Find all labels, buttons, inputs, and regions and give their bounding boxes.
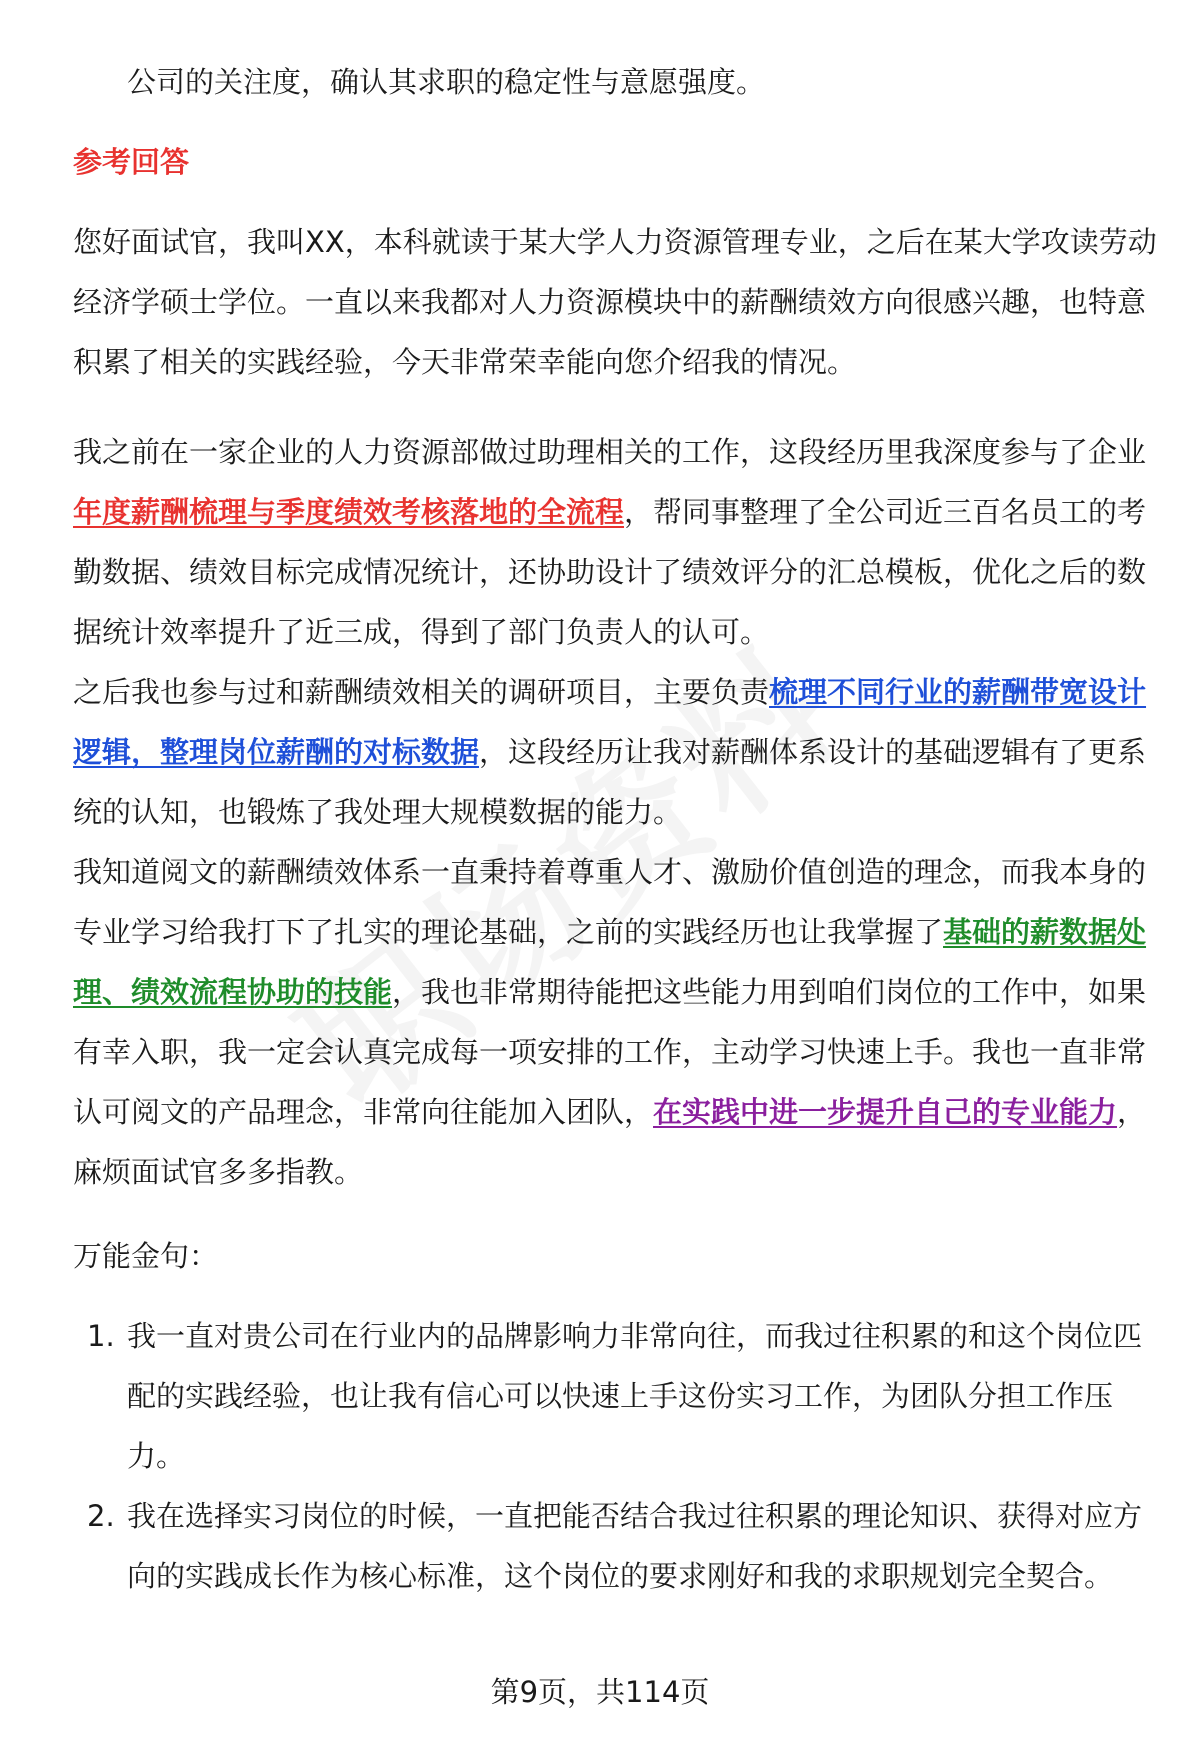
paragraph-intro: 您好面试官，我叫XX，本科就读于某大学人力资源管理专业，之后在某大学攻读劳动经济学硕士学位。一直以来我都对人力资源模块中的薪酬绩效方向很感兴趣，也特意积累了相关的实践经验，今天非常荣幸能向您介绍我的情况。 (73, 225, 1157, 379)
page-content (73, 52, 1158, 1606)
paragraph-research (73, 662, 1158, 842)
paragraph-internship (73, 422, 1158, 662)
highlight-red: 年度薪酬梳理与季度绩效考核落地的全流程 (73, 495, 625, 529)
list-item (87, 1486, 1158, 1606)
answer-title: 参考回答 (73, 145, 190, 179)
list-item-text: 我一直对贵公司在行业内的品牌影响力非常向往，而我过往积累的和这个岗位匹配的实践经验，也让我有信心可以快速上手这份实习工作，为团队分担工作压力。 (127, 1319, 1143, 1473)
list-item-number: 2. (87, 1499, 115, 1533)
intro-tail-text: 公司的关注度，确认其求职的稳定性与意愿强度。 (127, 65, 766, 99)
paragraph-motivation-middle: ，我也非常期待能把这些能力用到咱们岗位的工作中，如果有幸入职，我一定会认真完成每一项安排的工作，主动学习快速上手。我也一直非常认可阅文的产品理念，非常向往能加入团队， (73, 975, 1147, 1129)
paragraph-gap (73, 392, 1158, 422)
highlight-purple: 在实践中进一步提升自己的专业能力 (653, 1095, 1118, 1129)
golden-sentences-list (73, 1306, 1158, 1606)
paragraph-motivation-after: ，麻烦面试官多多指教。 (73, 1095, 1147, 1189)
paragraph-motivation (73, 842, 1158, 1202)
list-item-number: 1. (87, 1319, 115, 1353)
list-item (87, 1306, 1158, 1486)
list-item-text: 我在选择实习岗位的时候，一直把能否结合我过往积累的理论知识、获得对应方向的实践成长作为核心标准，这个岗位的要求刚好和我的求职规划完全契合。 (127, 1499, 1143, 1593)
paragraph-motivation-before: 我知道阅文的薪酬绩效体系一直秉持着尊重人才、激励价值创造的理念，而我本身的专业学习给我打下了扎实的理论基础，之前的实践经历也让我掌握了 (73, 855, 1147, 949)
paragraph-research-before: 之后我也参与过和薪酬绩效相关的调研项目，主要负责 (73, 675, 770, 709)
golden-sentences-label: 万能金句： (73, 1239, 219, 1273)
highlight-blue: 梳理不同行业的薪酬带宽设计逻辑，整理岗位薪酬的对标数据 (73, 675, 1147, 769)
highlight-green: 基础的薪数据处理、绩效流程协助的技能 (73, 915, 1147, 1009)
paragraph-internship-before: 我之前在一家企业的人力资源部做过助理相关的工作，这段经历里我深度参与了企业 (73, 435, 1147, 469)
paragraph-internship-after: ，帮同事整理了全公司近三百名员工的考勤数据、绩效目标完成情况统计，还协助设计了绩效评分的汇总模板，优化之后的数据统计效率提升了近三成，得到了部门负责人的认可。 (73, 495, 1147, 649)
page-number-footer: 第9页，共114页 (490, 1675, 710, 1709)
paragraph-research-after: ，这段经历让我对薪酬体系设计的基础逻辑有了更系统的认知，也锻炼了我处理大规模数据的能力。 (73, 735, 1147, 829)
